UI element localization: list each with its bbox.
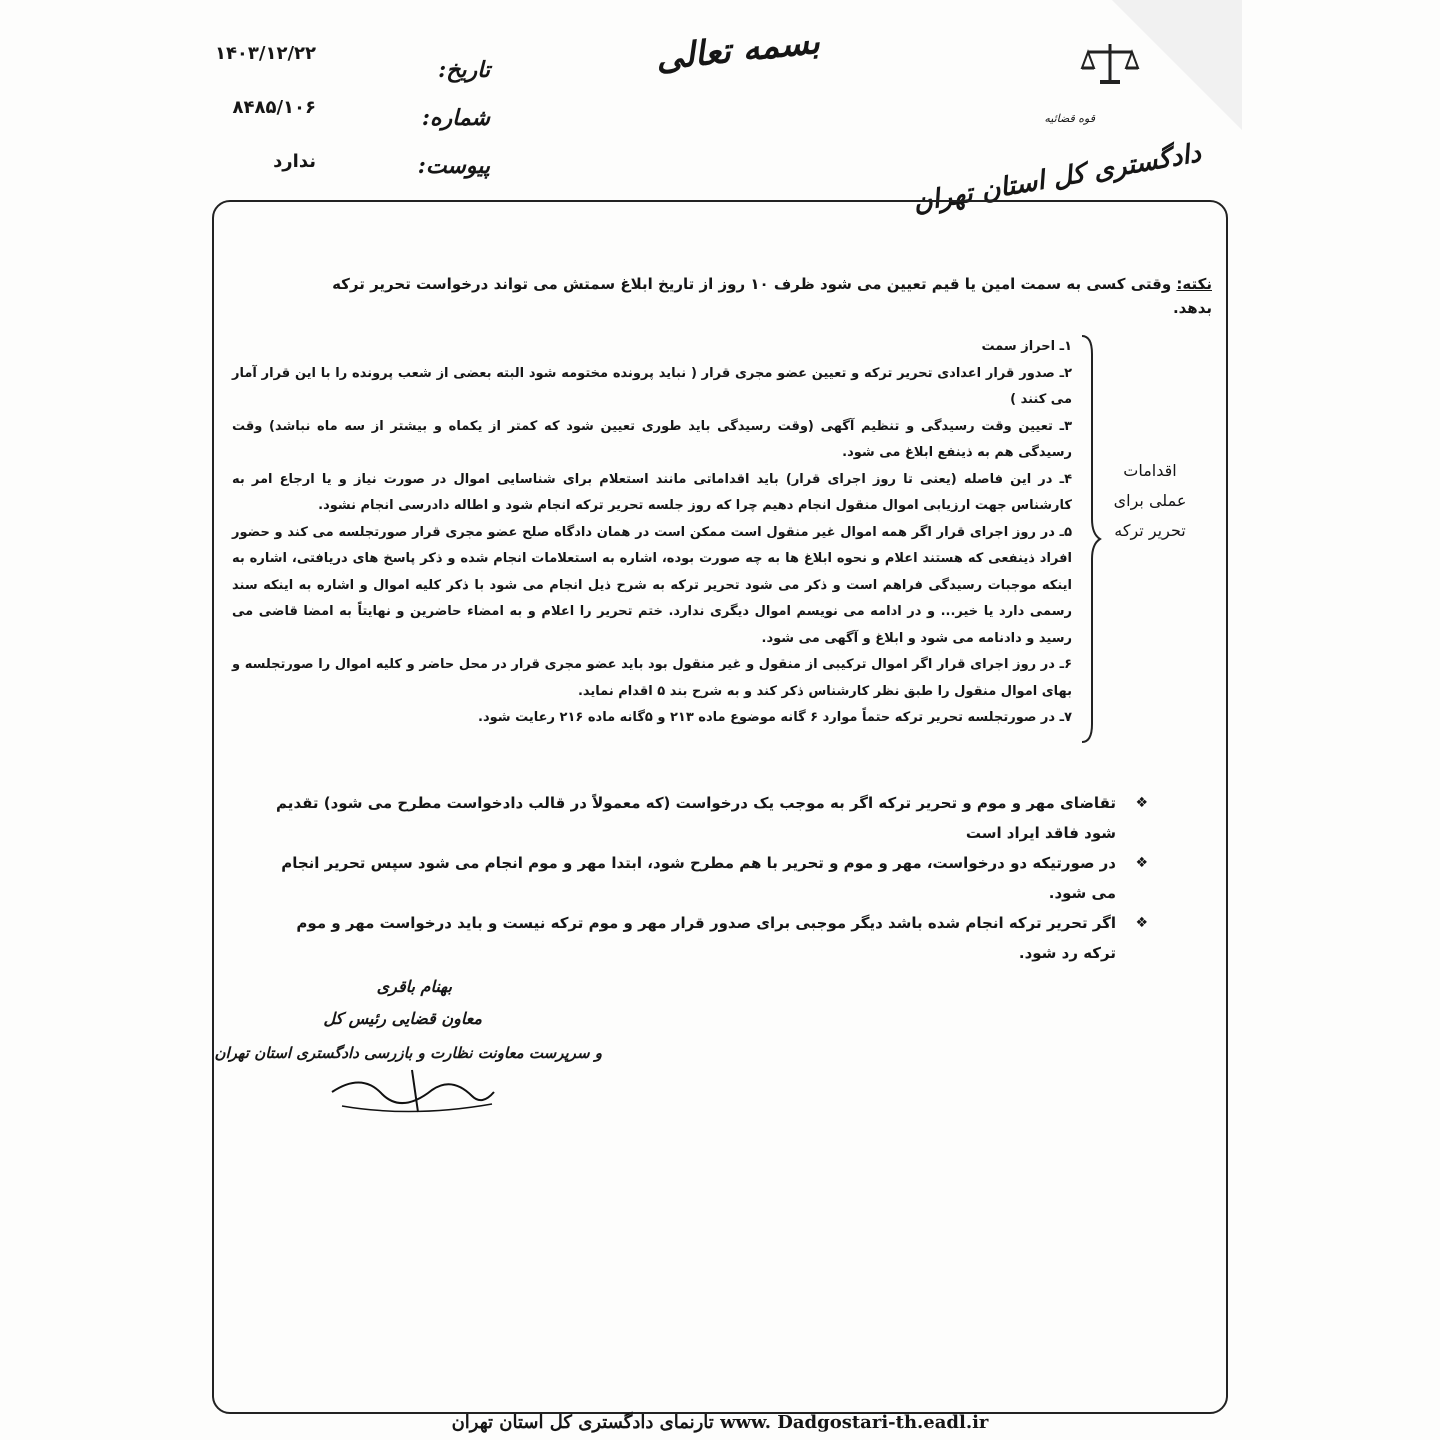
bullet-item — [270, 788, 1150, 848]
bullet-text: در صورتیکه دو درخواست، مهر و موم و تحریر با هم مطرح شود، ابتدا مهر و موم انجام می شود سپس تحریر انجام می شود. — [281, 854, 1116, 902]
diamond-bullet-icon: ❖ — [1135, 855, 1148, 871]
side-title-line: اقدامات — [1123, 461, 1177, 480]
number-label: شماره: — [421, 105, 490, 131]
note-paragraph — [312, 272, 1212, 320]
signature-block — [214, 972, 602, 1070]
date-value: ۱۴۰۳/۱۲/۲۲ — [214, 43, 316, 64]
date-label: تاریخ: — [438, 57, 490, 83]
step-item: ۱ـ احراز سمت — [981, 339, 1072, 354]
note-label: نکته: — [1176, 275, 1212, 293]
rules-bullet-list — [270, 788, 1150, 968]
meta-labels — [400, 46, 490, 190]
step-item: ۳ـ تعیین وقت رسیدگی و تنظیم آگهی (وقت رسیدگی باید طوری تعیین شود که کمتر از یکماه و بیشتر از سه ماه نباشد) وقت رسیدگی هم به ذینفع ابلاغ می شود. — [232, 418, 1072, 460]
step-item: ۵ـ در روز اجرای قرار اگر همه اموال غیر منقول است ممکن است در همان دادگاه صلح عضو مجری قرار صورتجلسه می کند و حضور افراد ذینفعی که هستند اعلام و نحوه ابلاغ ها به چه صورت بوده، اشاره به استعلامات انجام شده و ذکر پاسخ های دریافتی، اشاره به اینکه موجبات رسیدگی فراهم است و ذکر می شود تحریر ترکه به شرح ذیل انجام می شود با ذکر کلیه اموال و اشاره به اینکه سند رسمی دارد یا خیر... و در ادامه می نویسم اموال دیگری ندارد. ختم تحریر را اعلام و به امضاء حاضرین و نهایتاً به امضا قاضی می رسید و دادنامه می شود و ابلاغ و آگهی می شود. — [232, 524, 1072, 646]
judiciary-logo — [910, 40, 1203, 219]
bullet-item — [270, 848, 1150, 908]
scales-of-justice-icon — [1080, 40, 1140, 88]
practical-steps-title — [1100, 456, 1200, 546]
attachment-value: ندارد — [273, 151, 316, 172]
logo-organization-name: دادگستری کل استان تهران — [910, 138, 1203, 219]
bullet-text: تقاضای مهر و موم و تحریر ترکه اگر به موجب یک درخواست (که معمولاً در قالب دادخواست مطرح می شود) تقدیم شود فاقد ایراد است — [276, 794, 1116, 842]
side-title-line: تحریر ترکه — [1114, 521, 1186, 540]
diamond-bullet-icon: ❖ — [1135, 915, 1148, 931]
curly-brace-icon — [1078, 334, 1102, 744]
step-item: ۲ـ صدور قرار اعدادی تحریر ترکه و تعیین عضو مجری قرار ( نباید پرونده مختومه شود البته بعضی از شعب پرونده را با این قرار آمار می کنند ) — [232, 365, 1072, 407]
practical-steps-list — [232, 334, 1072, 732]
bullet-text: اگر تحریر ترکه انجام شده باشد دیگر موجبی برای صدور قرار مهر و موم ترکه نیست و باید درخواست مهر و موم ترکه رد شود. — [296, 914, 1116, 962]
signatory-title: معاون قضایی رئیس کل — [323, 1009, 482, 1028]
meta-values — [196, 30, 316, 192]
side-title-line: عملی برای — [1113, 491, 1187, 510]
note-text: وقتی کسی به سمت امین یا قیم تعیین می شود ظرف ۱۰ روز از تاریخ ابلاغ سمتش می تواند درخواست تحریر ترکه بدهد. — [332, 275, 1212, 317]
basmala-heading: بسمه تعالی — [653, 21, 822, 79]
logo-subtitle: قوه قضائیه — [1044, 112, 1095, 125]
step-item: ۷ـ در صورتجلسه تحریر ترکه حتماً موارد ۶ گانه موضوع ماده ۲۱۳ و ۵گانه ماده ۲۱۶ رعایت شود. — [478, 710, 1072, 725]
footer-website: تارنمای دادگستری کل استان تهران www. Dadgostari-th.eadl.ir — [451, 1412, 989, 1433]
bullet-item — [270, 908, 1150, 968]
signatory-name: بهنام باقری — [376, 977, 452, 996]
handwritten-signature-icon — [322, 1062, 502, 1122]
step-item: ۶ـ در روز اجرای قرار اگر اموال ترکیبی از منقول و غیر منقول بود باید عضو مجری قرار در محل حاضر و کلیه اموال را صورتجلسه و بهای اموال منقول را طبق نظر کارشناس ذکر کند و به شرح بند ۵ اقدام نماید. — [232, 657, 1072, 699]
step-item: ۴ـ در این فاصله (یعنی تا روز اجرای قرار) باید اقداماتی مانند استعلام برای شناسایی اموال در صورت نیاز و یا ارجاع امر به کارشناس جهت ارزیابی اموال منقول انجام دهیم چرا که روز جلسه تحریر ترکه انجام شود و اطاله دادرسی انجام نشود. — [232, 471, 1072, 513]
signatory-role: و سرپرست معاونت نظارت و بازرسی دادگستری استان تهران — [214, 1044, 602, 1062]
number-value: ۸۴۸۵/۱۰۶ — [232, 97, 316, 118]
attachment-label: پیوست: — [417, 153, 490, 179]
diamond-bullet-icon: ❖ — [1135, 795, 1148, 811]
